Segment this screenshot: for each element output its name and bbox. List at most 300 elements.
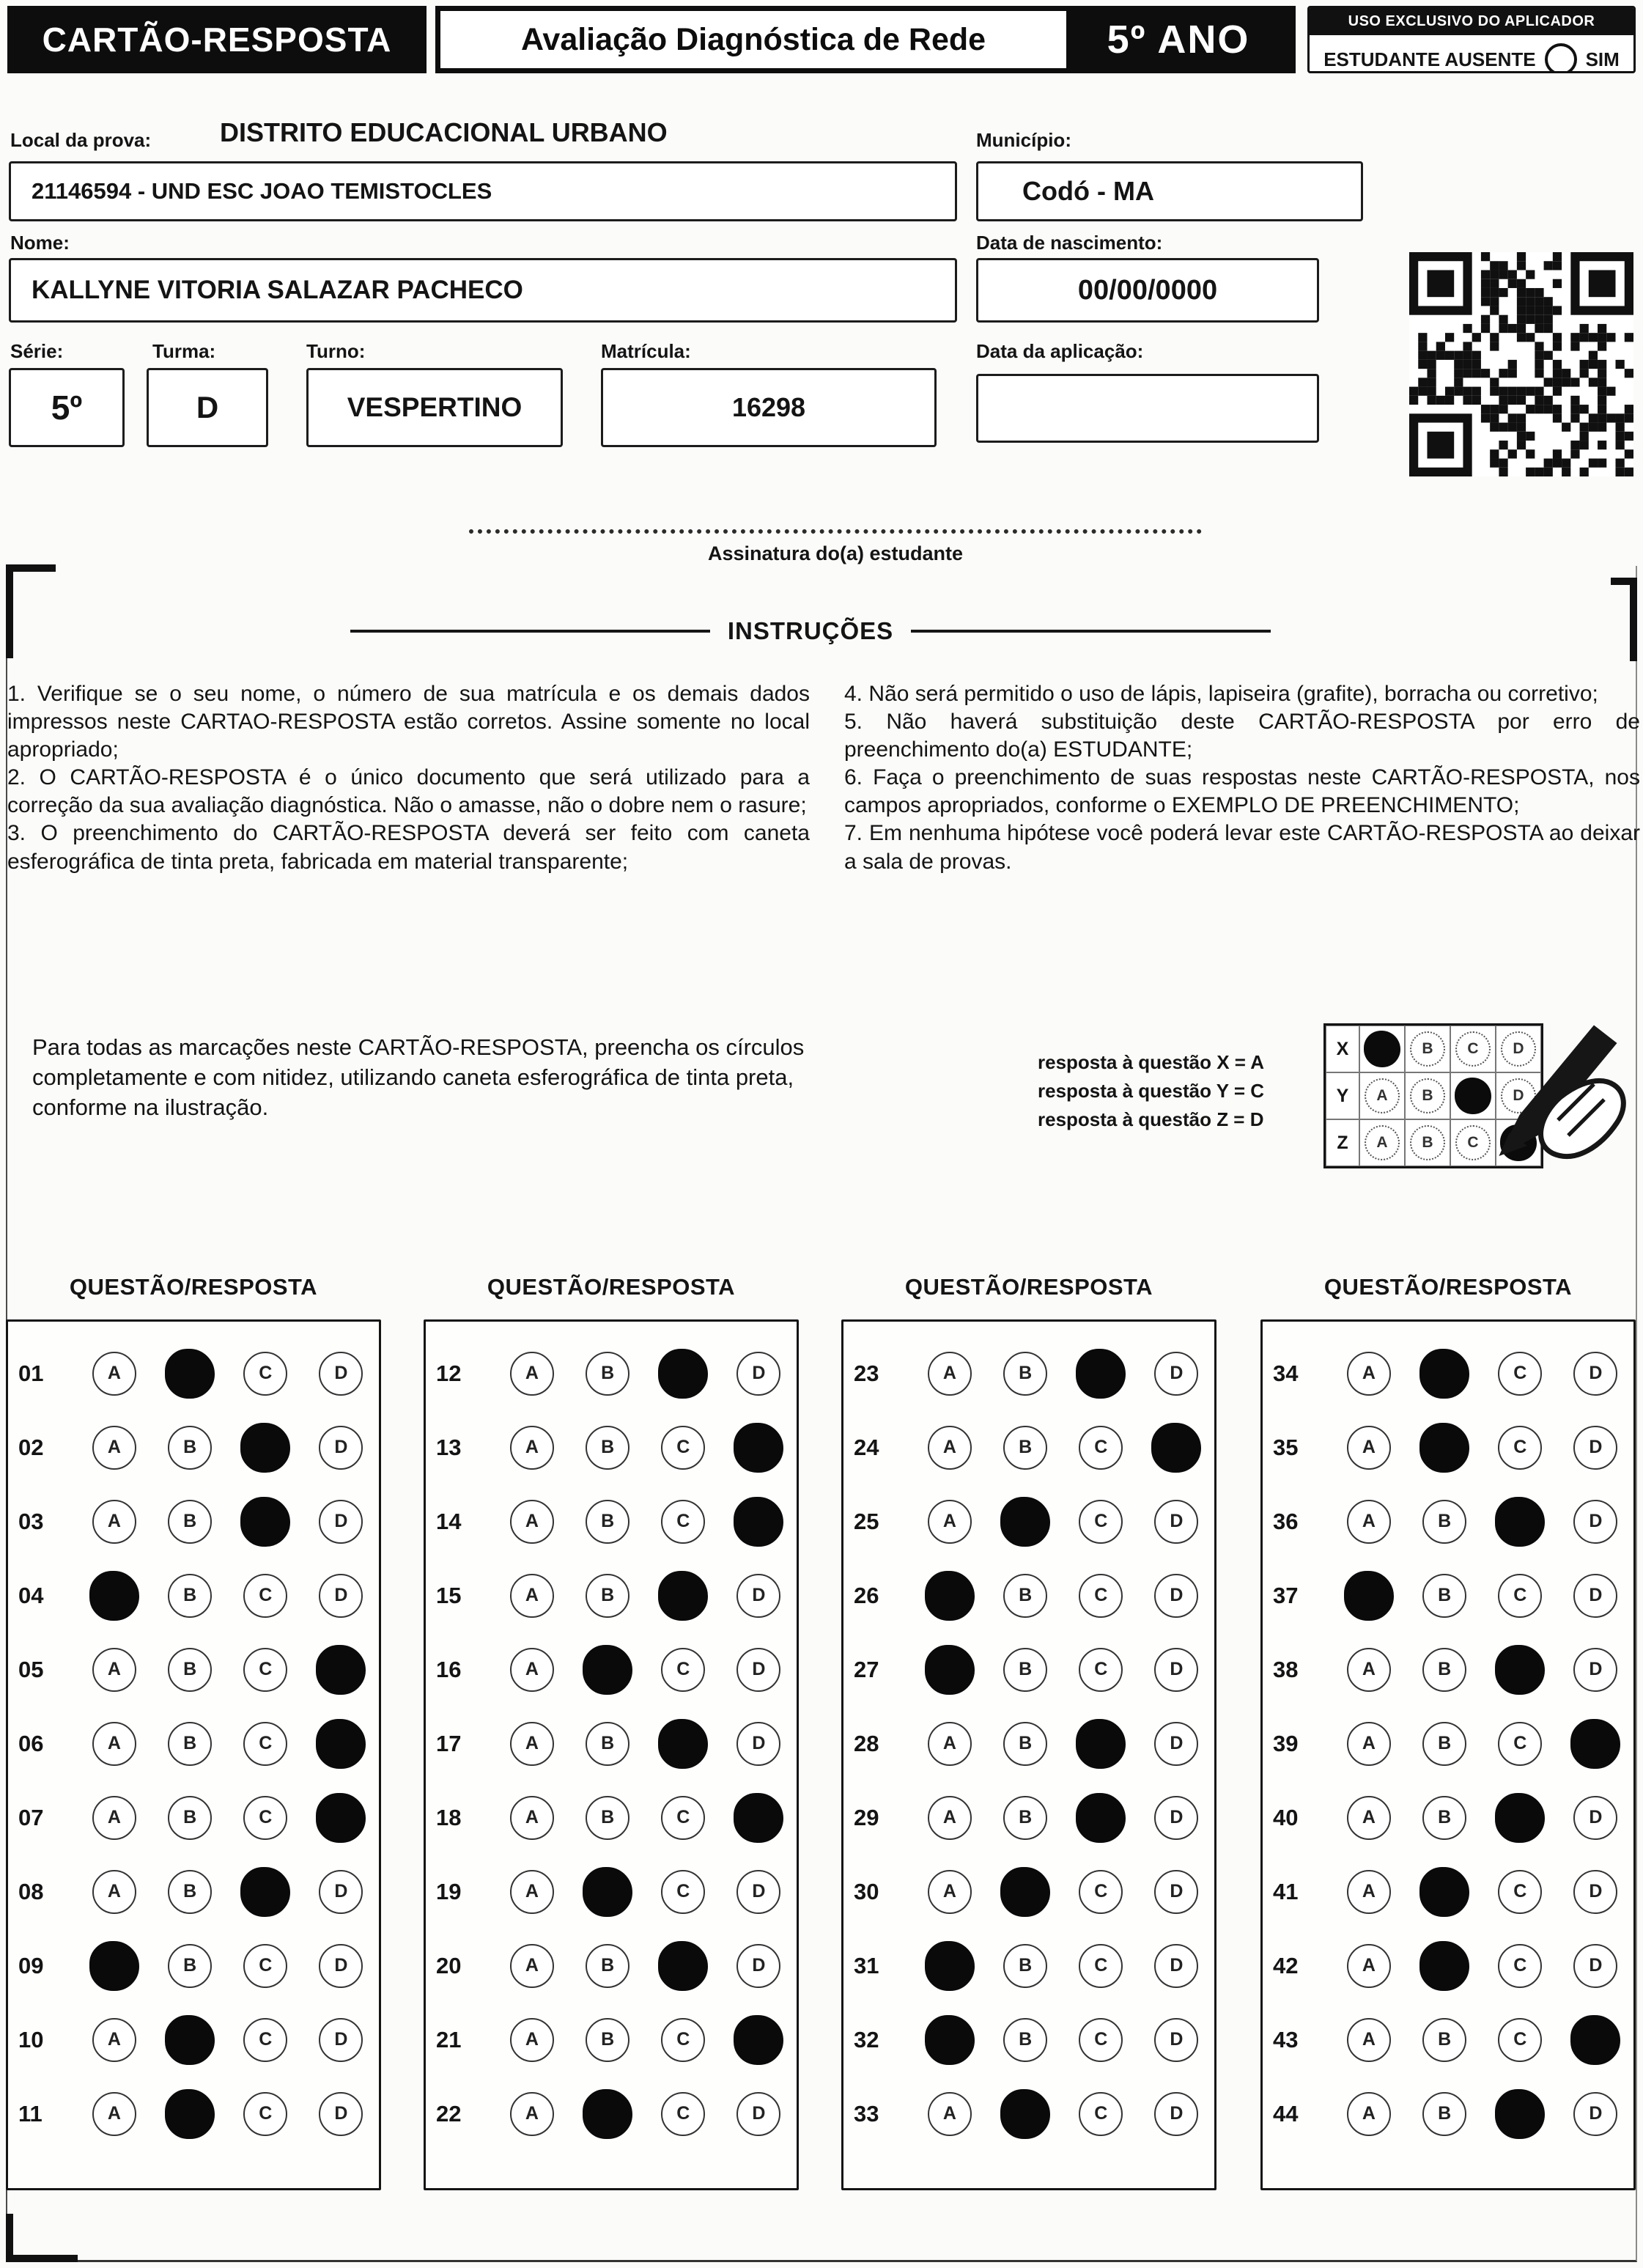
bubble-32-A[interactable] (925, 2015, 975, 2065)
option-cell (228, 1497, 303, 1547)
bubble-22-B[interactable] (583, 2089, 632, 2139)
bubble-38-B[interactable]: B (1422, 1648, 1466, 1692)
option-cell (1558, 1719, 1633, 1769)
bubble-08-C[interactable] (240, 1867, 290, 1917)
option-cell (152, 1944, 228, 1988)
instructions-right-column (844, 680, 1640, 876)
bubble-20-B[interactable]: B (586, 1944, 629, 1988)
bubble-32-B[interactable]: B (1003, 2018, 1047, 2062)
bubble-22-D[interactable]: D (736, 2092, 780, 2136)
bubble-34-D[interactable]: D (1573, 1352, 1617, 1396)
bubble-42-B[interactable] (1419, 1941, 1469, 1991)
question-number: 28 (854, 1730, 879, 1756)
question-number: 43 (1273, 2026, 1299, 2052)
bubble-25-D[interactable]: D (1154, 1500, 1198, 1544)
bubble-22-C[interactable]: C (661, 2092, 705, 2136)
bubble-31-C[interactable]: C (1079, 1944, 1123, 1988)
bubble-33-B[interactable] (1000, 2089, 1050, 2139)
bubble-15-D[interactable]: D (736, 1574, 780, 1618)
question-number: 19 (436, 1878, 462, 1904)
option-cell (1063, 1793, 1139, 1843)
example-bubble-X-C: C (1455, 1031, 1491, 1067)
grade-badge: 5º ANO (1107, 18, 1250, 62)
option-cell (646, 1796, 721, 1840)
question-row-08 (8, 1855, 379, 1929)
option-cell (1407, 1941, 1483, 1991)
bubble-40-D[interactable]: D (1573, 1796, 1617, 1840)
bubble-29-C[interactable] (1076, 1793, 1126, 1843)
bubble-17-A[interactable]: A (510, 1722, 554, 1766)
option-cell (1407, 1648, 1483, 1692)
bubble-25-A[interactable]: A (928, 1500, 972, 1544)
bubble-01-A[interactable]: A (92, 1352, 136, 1396)
option-cell (152, 1722, 228, 1766)
bubble-37-C[interactable]: C (1498, 1574, 1542, 1618)
nome-label: Nome: (10, 232, 70, 254)
matricula-label: Matrícula: (601, 340, 691, 362)
bubble-40-C[interactable] (1495, 1793, 1545, 1843)
bubble-29-D[interactable]: D (1154, 1796, 1198, 1840)
bubble-30-C[interactable]: C (1079, 1870, 1123, 1914)
bubble-39-C[interactable]: C (1498, 1722, 1542, 1766)
bubble-35-D[interactable]: D (1573, 1426, 1617, 1470)
answer-column-1 (6, 1274, 381, 2190)
option-cell (1558, 1796, 1633, 1840)
bubble-30-A[interactable]: A (928, 1870, 972, 1914)
option-cell (76, 1571, 152, 1621)
question-row-06 (8, 1706, 379, 1781)
bubble-39-A[interactable]: A (1347, 1722, 1391, 1766)
bubble-04-C[interactable]: C (243, 1574, 287, 1618)
option-cell (570, 1352, 646, 1396)
bubble-14-B[interactable]: B (586, 1500, 629, 1544)
instruction-item: 4. Não será permitido o uso de lápis, lapiseira (grafite), borracha ou corretivo; (844, 682, 1598, 706)
bubble-28-D[interactable]: D (1154, 1722, 1198, 1766)
bubble-05-D[interactable] (316, 1645, 366, 1695)
bubble-09-C[interactable]: C (243, 1944, 287, 1988)
bubble-41-C[interactable]: C (1498, 1870, 1542, 1914)
bubble-20-D[interactable]: D (736, 1944, 780, 1988)
question-row-12 (426, 1336, 797, 1410)
question-number: 37 (1273, 1582, 1299, 1608)
bubble-29-B[interactable]: B (1003, 1796, 1047, 1840)
bubble-11-D[interactable]: D (319, 2092, 363, 2136)
bubble-35-C[interactable]: C (1498, 1426, 1542, 1470)
bubble-31-D[interactable]: D (1154, 1944, 1198, 1988)
bubble-32-C[interactable]: C (1079, 2018, 1123, 2062)
legend-line: resposta à questão X = A (1038, 1051, 1264, 1073)
option-cell (1558, 1574, 1633, 1618)
bubble-23-D[interactable]: D (1154, 1352, 1198, 1396)
option-cell (1483, 1352, 1558, 1396)
question-row-23 (843, 1336, 1214, 1410)
question-number: 44 (1273, 2100, 1299, 2127)
bubble-21-A[interactable]: A (510, 2018, 554, 2062)
option-cell (1331, 1648, 1406, 1692)
question-row-11 (8, 2077, 379, 2151)
instruction-item: 7. Em nenhuma hipótese você poderá levar este CARTÃO-RESPOSTA ao deixar a sala de provas. (844, 821, 1640, 874)
option-cell (1558, 1870, 1633, 1914)
bubble-31-A[interactable] (925, 1941, 975, 1991)
option-cell (1483, 1497, 1558, 1547)
bubble-11-C[interactable]: C (243, 2092, 287, 2136)
option-cell (988, 1352, 1063, 1396)
bubble-21-C[interactable]: C (661, 2018, 705, 2062)
option-cell (912, 1796, 987, 1840)
bubble-30-D[interactable]: D (1154, 1870, 1198, 1914)
absent-radio-circle-icon[interactable] (1545, 43, 1577, 73)
bubble-19-D[interactable]: D (736, 1870, 780, 1914)
exam-title-band (435, 6, 1296, 73)
municipio-label: Município: (976, 129, 1071, 151)
question-row-38 (1263, 1632, 1633, 1706)
bubble-11-B[interactable] (165, 2089, 215, 2139)
bubble-13-C[interactable]: C (661, 1426, 705, 1470)
bubble-31-B[interactable]: B (1003, 1944, 1047, 1988)
bubble-27-C[interactable]: C (1079, 1648, 1123, 1692)
question-row-29 (843, 1781, 1214, 1855)
option-cell (1139, 2018, 1214, 2062)
example-bubble-Y-A: A (1365, 1078, 1400, 1113)
question-number: 11 (18, 2100, 43, 2127)
question-row-34 (1263, 1336, 1633, 1410)
option-cell (494, 1870, 569, 1914)
bubble-36-D[interactable]: D (1573, 1500, 1617, 1544)
bubble-43-D[interactable] (1570, 2015, 1620, 2065)
option-cell (494, 2018, 569, 2062)
example-cell (1359, 1072, 1405, 1119)
questao-resposta-header: QUESTÃO/RESPOSTA (69, 1274, 318, 1300)
option-cell (494, 1500, 569, 1544)
option-cell (1139, 1944, 1214, 1988)
bubble-43-C[interactable]: C (1498, 2018, 1542, 2062)
option-cell (988, 2018, 1063, 2062)
option-cell (721, 1423, 797, 1473)
option-cell (570, 1867, 646, 1917)
bubble-23-B[interactable]: B (1003, 1352, 1047, 1396)
option-cell (494, 1722, 569, 1766)
bubble-03-A[interactable]: A (92, 1500, 136, 1544)
option-cell (494, 1426, 569, 1470)
bubble-24-B[interactable]: B (1003, 1426, 1047, 1470)
question-number: 29 (854, 1804, 879, 1830)
instructions-header (350, 617, 1271, 645)
bubble-30-B[interactable] (1000, 1867, 1050, 1917)
bubble-44-B[interactable]: B (1422, 2092, 1466, 2136)
bubble-15-C[interactable] (658, 1571, 708, 1621)
question-row-09 (8, 1929, 379, 2003)
bubble-06-D[interactable] (316, 1719, 366, 1769)
option-cell (646, 1648, 721, 1692)
option-cell (494, 1944, 569, 1988)
bubble-23-A[interactable]: A (928, 1352, 972, 1396)
bubble-05-C[interactable]: C (243, 1648, 287, 1692)
corner-mark-top-left (6, 564, 56, 658)
bubble-04-A[interactable] (89, 1571, 139, 1621)
bubble-39-D[interactable] (1570, 1719, 1620, 1769)
bubble-12-D[interactable]: D (736, 1352, 780, 1396)
option-cell (721, 1944, 797, 1988)
option-cell (152, 1870, 228, 1914)
bubble-06-C[interactable]: C (243, 1722, 287, 1766)
option-cell (1139, 2092, 1214, 2136)
bubble-17-D[interactable]: D (736, 1722, 780, 1766)
bubble-36-A[interactable]: A (1347, 1500, 1391, 1544)
bubble-28-A[interactable]: A (928, 1722, 972, 1766)
bubble-01-C[interactable]: C (243, 1352, 287, 1396)
option-cell (1063, 1426, 1139, 1470)
option-cell (494, 2092, 569, 2136)
bubble-36-B[interactable]: B (1422, 1500, 1466, 1544)
bubble-40-A[interactable]: A (1347, 1796, 1391, 1840)
bubble-12-C[interactable] (658, 1349, 708, 1399)
option-cell (1407, 1500, 1483, 1544)
option-cell (1331, 1722, 1406, 1766)
bubble-24-C[interactable]: C (1079, 1426, 1123, 1470)
bubble-07-D[interactable] (316, 1793, 366, 1843)
question-number: 38 (1273, 1656, 1299, 1682)
option-cell (1139, 1648, 1214, 1692)
instructions-title: INSTRUÇÕES (727, 617, 894, 644)
bubble-44-C[interactable] (1495, 2089, 1545, 2139)
option-cell (228, 2018, 303, 2062)
bubble-09-D[interactable]: D (319, 1944, 363, 1988)
bubble-19-C[interactable]: C (661, 1870, 705, 1914)
option-cell (1558, 1352, 1633, 1396)
bubble-20-C[interactable] (658, 1941, 708, 1991)
option-cell (570, 2089, 646, 2139)
question-row-13 (426, 1410, 797, 1484)
option-cell (1558, 2015, 1633, 2065)
bubble-09-A[interactable] (89, 1941, 139, 1991)
bubble-10-C[interactable]: C (243, 2018, 287, 2062)
bubble-13-A[interactable]: A (510, 1426, 554, 1470)
option-cell (76, 1870, 152, 1914)
answer-column-3 (841, 1274, 1216, 2190)
bubble-37-B[interactable]: B (1422, 1574, 1466, 1618)
bubble-09-B[interactable]: B (168, 1944, 212, 1988)
bubble-41-B[interactable] (1419, 1867, 1469, 1917)
pen-hand-icon (1486, 1003, 1640, 1186)
option-cell (1483, 1426, 1558, 1470)
bubble-18-B[interactable]: B (586, 1796, 629, 1840)
bubble-26-D[interactable]: D (1154, 1574, 1198, 1618)
bubble-14-D[interactable] (734, 1497, 783, 1547)
option-cell (1558, 1500, 1633, 1544)
bubble-03-D[interactable]: D (319, 1500, 363, 1544)
bubble-03-C[interactable] (240, 1497, 290, 1547)
option-cell (1407, 2092, 1483, 2136)
turno-field: VESPERTINO (306, 368, 563, 447)
bubble-08-D[interactable]: D (319, 1870, 363, 1914)
bubble-27-B[interactable]: B (1003, 1648, 1047, 1692)
bubble-44-D[interactable]: D (1573, 2092, 1617, 2136)
bubble-14-A[interactable]: A (510, 1500, 554, 1544)
question-number: 03 (18, 1508, 44, 1534)
bubble-18-C[interactable]: C (661, 1796, 705, 1840)
bubble-24-D[interactable] (1151, 1423, 1201, 1473)
bubble-15-A[interactable]: A (510, 1574, 554, 1618)
bubble-24-A[interactable]: A (928, 1426, 972, 1470)
bubble-34-A[interactable]: A (1347, 1352, 1391, 1396)
bubble-19-B[interactable] (583, 1867, 632, 1917)
question-row-44 (1263, 2077, 1633, 2151)
question-number: 09 (18, 1952, 44, 1978)
question-number: 24 (854, 1434, 879, 1460)
bubble-01-B[interactable] (165, 1349, 215, 1399)
bubble-40-B[interactable]: B (1422, 1796, 1466, 1840)
example-cell (1359, 1026, 1405, 1072)
bubble-43-B[interactable]: B (1422, 2018, 1466, 2062)
bubble-26-B[interactable]: B (1003, 1574, 1047, 1618)
bubble-25-B[interactable] (1000, 1497, 1050, 1547)
bubble-33-C[interactable]: C (1079, 2092, 1123, 2136)
question-row-25 (843, 1484, 1214, 1558)
bubble-13-D[interactable] (734, 1423, 783, 1473)
option-cell (1139, 1870, 1214, 1914)
bubble-27-A[interactable] (925, 1645, 975, 1695)
option-cell (912, 1722, 987, 1766)
option-cell (303, 2018, 379, 2062)
bubble-21-D[interactable] (734, 2015, 783, 2065)
bubble-18-A[interactable]: A (510, 1796, 554, 1840)
bubble-16-D[interactable]: D (736, 1648, 780, 1692)
bubble-02-D[interactable]: D (319, 1426, 363, 1470)
bubble-07-A[interactable]: A (92, 1796, 136, 1840)
bubble-16-C[interactable]: C (661, 1648, 705, 1692)
bubble-05-B[interactable]: B (168, 1648, 212, 1692)
bubble-10-A[interactable]: A (92, 2018, 136, 2062)
bubble-18-D[interactable] (734, 1793, 783, 1843)
bubble-37-A[interactable] (1344, 1571, 1394, 1621)
option-cell (1331, 1352, 1406, 1396)
option-cell (721, 1352, 797, 1396)
bubble-22-A[interactable]: A (510, 2092, 554, 2136)
bubble-12-B[interactable]: B (586, 1352, 629, 1396)
corner-mark-bottom-left (6, 2214, 78, 2262)
bubble-25-C[interactable]: C (1079, 1500, 1123, 1544)
bubble-07-B[interactable]: B (168, 1796, 212, 1840)
bubble-04-D[interactable]: D (319, 1574, 363, 1618)
bubble-01-D[interactable]: D (319, 1352, 363, 1396)
bubble-15-B[interactable]: B (586, 1574, 629, 1618)
signature-line[interactable] (469, 529, 1202, 534)
bubble-37-D[interactable]: D (1573, 1574, 1617, 1618)
turma-label: Turma: (152, 340, 216, 362)
bubble-07-C[interactable]: C (243, 1796, 287, 1840)
bubble-08-B[interactable]: B (168, 1870, 212, 1914)
option-cell (76, 2092, 152, 2136)
bubble-20-A[interactable]: A (510, 1944, 554, 1988)
bubble-42-D[interactable]: D (1573, 1944, 1617, 1988)
bubble-35-A[interactable]: A (1347, 1426, 1391, 1470)
bubble-35-B[interactable] (1419, 1423, 1469, 1473)
bubble-23-C[interactable] (1076, 1349, 1126, 1399)
option-cell (1063, 1870, 1139, 1914)
bubble-11-A[interactable]: A (92, 2092, 136, 2136)
bubble-10-D[interactable]: D (319, 2018, 363, 2062)
bubble-44-A[interactable]: A (1347, 2092, 1391, 2136)
bubble-12-A[interactable]: A (510, 1352, 554, 1396)
bubble-04-B[interactable]: B (168, 1574, 212, 1618)
bubble-38-C[interactable] (1495, 1645, 1545, 1695)
option-cell (570, 1426, 646, 1470)
question-row-14 (426, 1484, 797, 1558)
option-cell (1483, 1722, 1558, 1766)
bubble-38-A[interactable]: A (1347, 1648, 1391, 1692)
option-cell (494, 1796, 569, 1840)
bubble-39-B[interactable]: B (1422, 1722, 1466, 1766)
bubble-16-A[interactable]: A (510, 1648, 554, 1692)
option-cell (76, 2018, 152, 2062)
bubble-28-B[interactable]: B (1003, 1722, 1047, 1766)
option-cell (1407, 1867, 1483, 1917)
bubble-42-C[interactable]: C (1498, 1944, 1542, 1988)
option-cell (912, 1571, 987, 1621)
bubble-03-B[interactable]: B (168, 1500, 212, 1544)
bubble-14-C[interactable]: C (661, 1500, 705, 1544)
bubble-27-D[interactable]: D (1154, 1648, 1198, 1692)
bubble-34-B[interactable] (1419, 1349, 1469, 1399)
option-cell (303, 1352, 379, 1396)
option-cell (76, 1352, 152, 1396)
bubble-43-A[interactable]: A (1347, 2018, 1391, 2062)
bubble-17-B[interactable]: B (586, 1722, 629, 1766)
bubble-06-A[interactable]: A (92, 1722, 136, 1766)
question-row-05 (8, 1632, 379, 1706)
bubble-05-A[interactable]: A (92, 1648, 136, 1692)
bubble-41-D[interactable]: D (1573, 1870, 1617, 1914)
absent-label: ESTUDANTE AUSENTE (1323, 48, 1536, 70)
question-number: 08 (18, 1878, 44, 1904)
example-cell (1405, 1072, 1450, 1119)
option-cell (76, 1796, 152, 1840)
bubble-19-A[interactable]: A (510, 1870, 554, 1914)
bubble-16-B[interactable] (583, 1645, 632, 1695)
bubble-33-D[interactable]: D (1154, 2092, 1198, 2136)
question-number: 32 (854, 2026, 879, 2052)
bubble-28-C[interactable] (1076, 1719, 1126, 1769)
option-cell (988, 1426, 1063, 1470)
bubble-26-A[interactable] (925, 1571, 975, 1621)
bubble-41-A[interactable]: A (1347, 1870, 1391, 1914)
bubble-29-A[interactable]: A (928, 1796, 972, 1840)
bubble-08-A[interactable]: A (92, 1870, 136, 1914)
bubble-02-B[interactable]: B (168, 1426, 212, 1470)
example-bubble-X-D: D (1501, 1031, 1536, 1067)
question-number: 16 (436, 1656, 462, 1682)
turno-label: Turno: (306, 340, 366, 362)
absent-row (1310, 35, 1633, 73)
bubble-17-C[interactable] (658, 1719, 708, 1769)
bubble-21-B[interactable]: B (586, 2018, 629, 2062)
bubble-13-B[interactable]: B (586, 1426, 629, 1470)
bubble-42-A[interactable]: A (1347, 1944, 1391, 1988)
option-cell (721, 2015, 797, 2065)
question-number: 02 (18, 1434, 44, 1460)
bubble-36-C[interactable] (1495, 1497, 1545, 1547)
bubble-34-C[interactable]: C (1498, 1352, 1542, 1396)
bubble-02-A[interactable]: A (92, 1426, 136, 1470)
bubble-32-D[interactable]: D (1154, 2018, 1198, 2062)
bubble-26-C[interactable]: C (1079, 1574, 1123, 1618)
bubble-06-B[interactable]: B (168, 1722, 212, 1766)
bubble-02-C[interactable] (240, 1423, 290, 1473)
bubble-38-D[interactable]: D (1573, 1648, 1617, 1692)
option-cell (303, 1870, 379, 1914)
bubble-33-A[interactable]: A (928, 2092, 972, 2136)
bubble-10-B[interactable] (165, 2015, 215, 2065)
